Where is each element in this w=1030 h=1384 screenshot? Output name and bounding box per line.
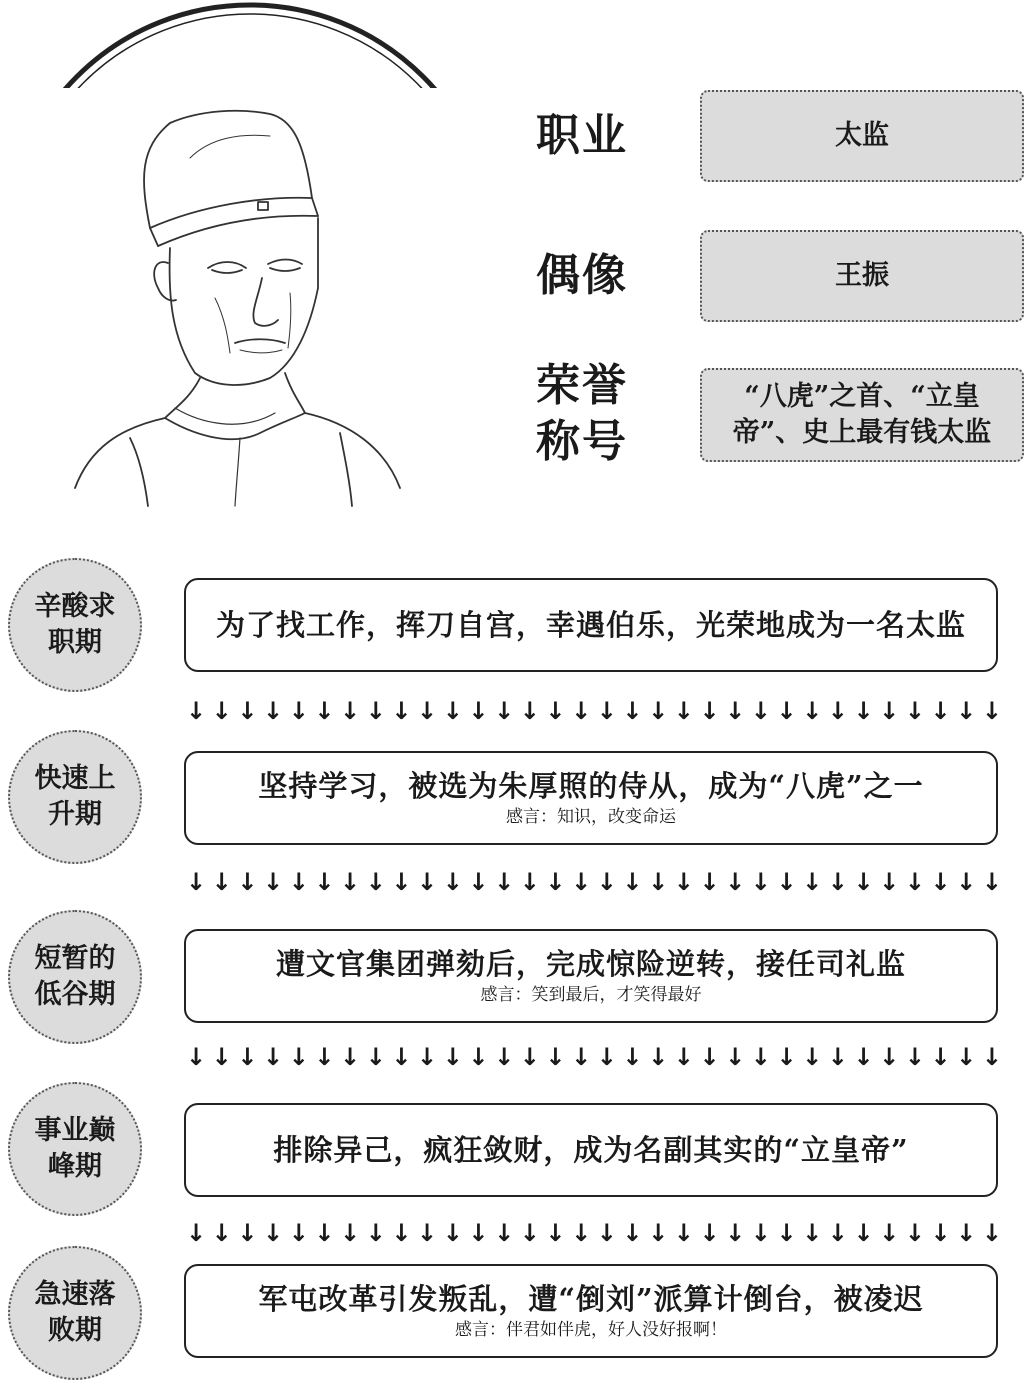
down-arrow-icon: ↓ [519,1043,540,1071]
label-honor-line-1: 荣誉 [536,360,628,411]
down-arrow-icon: ↓ [622,697,643,725]
stage-name-line: 事业巅 [34,1115,116,1146]
arrow-row-4 [186,1219,1002,1247]
down-arrow-icon: ↓ [802,697,823,725]
occupation-value-box [700,90,1024,182]
stage-circle-1 [8,558,142,692]
down-arrow-icon: ↓ [648,868,669,896]
down-arrow-icon: ↓ [468,1043,489,1071]
down-arrow-icon: ↓ [930,697,951,725]
stage-name-line: 急速落 [34,1279,116,1310]
down-arrow-icon: ↓ [288,1043,309,1071]
idol-value: 王振 [835,260,889,291]
arrow-row-2 [186,868,1002,896]
down-arrow-icon: ↓ [391,1043,412,1071]
down-arrow-icon: ↓ [904,1043,925,1071]
down-arrow-icon: ↓ [417,697,438,725]
down-arrow-icon: ↓ [750,868,771,896]
stage-name-line: 败期 [48,1315,102,1346]
down-arrow-icon: ↓ [545,697,566,725]
down-arrow-icon: ↓ [314,1219,335,1247]
down-arrow-icon: ↓ [186,868,207,896]
label-occupation: 职业 [536,110,628,161]
down-arrow-icon: ↓ [519,868,540,896]
down-arrow-icon: ↓ [571,697,592,725]
down-arrow-icon: ↓ [494,1043,515,1071]
down-arrow-icon: ↓ [545,1043,566,1071]
down-arrow-icon: ↓ [237,697,258,725]
down-arrow-icon: ↓ [622,1219,643,1247]
down-arrow-icon: ↓ [827,868,848,896]
down-arrow-icon: ↓ [930,1219,951,1247]
stage-circle-5 [8,1246,142,1380]
down-arrow-icon: ↓ [802,868,823,896]
down-arrow-icon: ↓ [442,868,463,896]
stage-event-text: 坚持学习，被选为朱厚照的侍从，成为“八虎”之一 [258,769,924,803]
stage-event-box-2 [184,751,998,845]
stage-event-note: 感言：知识，改变命运 [506,807,676,827]
stage-event-box-4 [184,1103,998,1197]
down-arrow-icon: ↓ [494,868,515,896]
stage-event-text: 军屯改革引发叛乱，遭“倒刘”派算计倒台，被凌迟 [258,1282,924,1316]
down-arrow-icon: ↓ [391,1219,412,1247]
down-arrow-icon: ↓ [571,1219,592,1247]
down-arrow-icon: ↓ [263,697,284,725]
down-arrow-icon: ↓ [340,1219,361,1247]
down-arrow-icon: ↓ [776,697,797,725]
label-honor-line-2: 称号 [536,416,628,467]
down-arrow-icon: ↓ [827,1043,848,1071]
down-arrow-icon: ↓ [853,697,874,725]
down-arrow-icon: ↓ [699,697,720,725]
down-arrow-icon: ↓ [237,1219,258,1247]
down-arrow-icon: ↓ [519,1219,540,1247]
occupation-value: 太监 [835,120,889,151]
stage-event-text: 排除异己，疯狂敛财，成为名副其实的“立皇帝” [273,1133,909,1167]
down-arrow-icon: ↓ [596,697,617,725]
stage-name-line: 快速上 [34,763,116,794]
down-arrow-icon: ↓ [725,697,746,725]
down-arrow-icon: ↓ [417,868,438,896]
down-arrow-icon: ↓ [750,1219,771,1247]
down-arrow-icon: ↓ [853,1043,874,1071]
down-arrow-icon: ↓ [904,697,925,725]
down-arrow-icon: ↓ [622,1043,643,1071]
down-arrow-icon: ↓ [211,1043,232,1071]
down-arrow-icon: ↓ [827,1219,848,1247]
down-arrow-icon: ↓ [699,868,720,896]
down-arrow-icon: ↓ [776,1043,797,1071]
down-arrow-icon: ↓ [648,697,669,725]
down-arrow-icon: ↓ [211,697,232,725]
stage-event-text: 遭文官集团弹劾后，完成惊险逆转，接任司礼监 [275,947,906,981]
stage-event-box-3 [184,929,998,1023]
stage-name-line: 短暂的 [34,943,116,974]
down-arrow-icon: ↓ [417,1219,438,1247]
down-arrow-icon: ↓ [288,868,309,896]
down-arrow-icon: ↓ [468,697,489,725]
down-arrow-icon: ↓ [391,697,412,725]
stage-circle-2 [8,730,142,864]
down-arrow-icon: ↓ [879,868,900,896]
down-arrow-icon: ↓ [545,1219,566,1247]
down-arrow-icon: ↓ [365,1043,386,1071]
down-arrow-icon: ↓ [237,1043,258,1071]
down-arrow-icon: ↓ [802,1043,823,1071]
down-arrow-icon: ↓ [956,1043,977,1071]
down-arrow-icon: ↓ [673,697,694,725]
down-arrow-icon: ↓ [802,1219,823,1247]
down-arrow-icon: ↓ [725,1219,746,1247]
stage-name-line: 升期 [48,799,102,830]
stage-event-box-5 [184,1264,998,1358]
down-arrow-icon: ↓ [750,1043,771,1071]
down-arrow-icon: ↓ [776,868,797,896]
stage-name-line: 低谷期 [34,979,116,1010]
down-arrow-icon: ↓ [725,868,746,896]
stage-circle-3 [8,910,142,1044]
portrait-illustration [0,88,500,508]
stage-event-text: 为了找工作，挥刀自宫，幸遇伯乐，光荣地成为一名太监 [215,608,966,642]
down-arrow-icon: ↓ [314,1043,335,1071]
down-arrow-icon: ↓ [673,1219,694,1247]
down-arrow-icon: ↓ [340,1043,361,1071]
down-arrow-icon: ↓ [263,868,284,896]
stage-event-note: 感言：笑到最后，才笑得最好 [480,985,702,1005]
down-arrow-icon: ↓ [930,868,951,896]
down-arrow-icon: ↓ [904,1219,925,1247]
down-arrow-icon: ↓ [340,697,361,725]
stage-event-box-1 [184,578,998,672]
down-arrow-icon: ↓ [827,697,848,725]
down-arrow-icon: ↓ [519,697,540,725]
down-arrow-icon: ↓ [956,1219,977,1247]
down-arrow-icon: ↓ [853,1219,874,1247]
down-arrow-icon: ↓ [468,1219,489,1247]
down-arrow-icon: ↓ [596,868,617,896]
down-arrow-icon: ↓ [186,697,207,725]
down-arrow-icon: ↓ [853,868,874,896]
down-arrow-icon: ↓ [442,697,463,725]
down-arrow-icon: ↓ [879,1219,900,1247]
down-arrow-icon: ↓ [494,1219,515,1247]
down-arrow-icon: ↓ [288,697,309,725]
down-arrow-icon: ↓ [673,868,694,896]
down-arrow-icon: ↓ [263,1043,284,1071]
down-arrow-icon: ↓ [699,1219,720,1247]
down-arrow-icon: ↓ [314,697,335,725]
down-arrow-icon: ↓ [571,868,592,896]
down-arrow-icon: ↓ [699,1043,720,1071]
down-arrow-icon: ↓ [879,1043,900,1071]
down-arrow-icon: ↓ [571,1043,592,1071]
down-arrow-icon: ↓ [391,868,412,896]
down-arrow-icon: ↓ [648,1043,669,1071]
down-arrow-icon: ↓ [186,1219,207,1247]
down-arrow-icon: ↓ [442,1219,463,1247]
honor-value-line-2: 帝”、史上最有钱太监 [732,417,992,448]
down-arrow-icon: ↓ [981,1043,1002,1071]
stage-event-note: 感言：伴君如伴虎，好人没好报啊！ [455,1320,727,1340]
down-arrow-icon: ↓ [622,868,643,896]
down-arrow-icon: ↓ [904,868,925,896]
down-arrow-icon: ↓ [596,1219,617,1247]
stage-name-line: 职期 [48,627,102,658]
down-arrow-icon: ↓ [981,697,1002,725]
honor-value-box [700,368,1024,462]
down-arrow-icon: ↓ [186,1043,207,1071]
down-arrow-icon: ↓ [365,697,386,725]
label-idol: 偶像 [536,250,628,301]
down-arrow-icon: ↓ [956,697,977,725]
down-arrow-icon: ↓ [545,868,566,896]
down-arrow-icon: ↓ [879,697,900,725]
stage-circle-4 [8,1082,142,1216]
stage-name-line: 峰期 [48,1151,102,1182]
down-arrow-icon: ↓ [211,1219,232,1247]
down-arrow-icon: ↓ [263,1219,284,1247]
arrow-row-1 [186,697,1002,725]
down-arrow-icon: ↓ [956,868,977,896]
down-arrow-icon: ↓ [750,697,771,725]
down-arrow-icon: ↓ [288,1219,309,1247]
down-arrow-icon: ↓ [314,868,335,896]
down-arrow-icon: ↓ [981,868,1002,896]
down-arrow-icon: ↓ [725,1043,746,1071]
label-honor-title [536,358,628,470]
down-arrow-icon: ↓ [365,1219,386,1247]
down-arrow-icon: ↓ [442,1043,463,1071]
down-arrow-icon: ↓ [596,1043,617,1071]
down-arrow-icon: ↓ [981,1219,1002,1247]
down-arrow-icon: ↓ [340,868,361,896]
stage-name-line: 辛酸求 [34,591,116,622]
arrow-row-3 [186,1043,1002,1071]
idol-value-box [700,230,1024,322]
down-arrow-icon: ↓ [673,1043,694,1071]
down-arrow-icon: ↓ [468,868,489,896]
down-arrow-icon: ↓ [211,868,232,896]
honor-value-line-1: “八虎”之首、“立皇 [744,381,980,412]
down-arrow-icon: ↓ [365,868,386,896]
down-arrow-icon: ↓ [494,697,515,725]
down-arrow-icon: ↓ [648,1219,669,1247]
down-arrow-icon: ↓ [776,1219,797,1247]
down-arrow-icon: ↓ [930,1043,951,1071]
down-arrow-icon: ↓ [417,1043,438,1071]
down-arrow-icon: ↓ [237,868,258,896]
